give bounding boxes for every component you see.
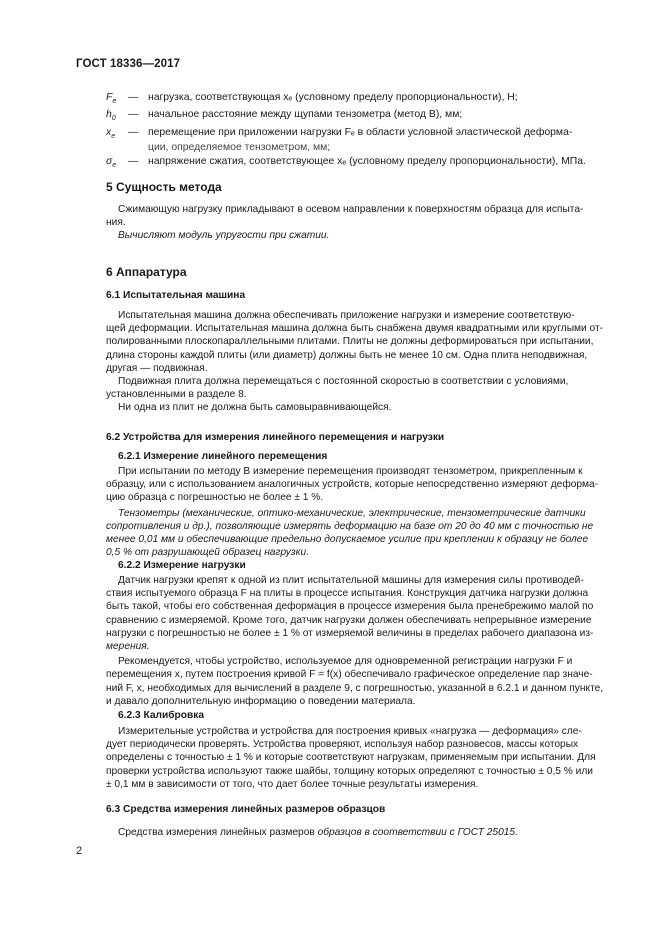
definition-symbol: $h_0$ [106, 109, 116, 123]
subsection-6-1-body: Испытательная машина должна обеспечивать приложение нагрузки и измерение соответствую- щей деформации. Испытательная машина должна быть снабжена двумя квадратными или круглыми от- полированными плоскопараллельными плитами. Плиты не должны деформироваться при испытании, длина стороны каждой плиты (или диаметр) должны быть не менее 10 см. Одна плита неподвижная, другая — подвижная. Подвижная плита должна перемещаться с постоянной скоростью в соответствии с условиями, установленными в разделе 8. Ни одна из плит не должна быть самовыравнивающейся. [106, 310, 604, 414]
definition-row: $\sigma_e$ — напряжение сжатия, соответствующее xₑ (условному пределу пропорциональности), МПа. [106, 155, 618, 172]
symbol-definitions [106, 91, 618, 172]
page-number: 2 [76, 845, 83, 857]
definition-text: перемещение при приложении нагрузки Fₑ в области условной эластической деформа- [148, 126, 573, 138]
subsection-6-2-2-title: 6.2.2 Измерение нагрузки [118, 560, 246, 571]
definition-row: $F_e$ — нагрузка, соответствующая xₑ (условному пределу пропорциональности), Н; [106, 91, 618, 108]
definition-row: $h_0$ — начальное расстояние между щупами тензометра (метод В), мм; [106, 108, 618, 125]
subsection-6-2-3-title: 6.2.3 Калибровка [118, 710, 204, 721]
section-6-title: 6 Аппаратура [106, 265, 187, 279]
subsection-6-2-1-body: При испытании по методу В измерение перемещения производят тензометром, прикрепленным к образцу, или с использованием аналогичных устройств, которые непосредственно измеряют деформа- цию образца с погрешностью не более ± 1 %. Тензометры (механические, оптико-механические, электрические, тензометрические датчики сопротивления и др.), позволяющие измерять деформацию на базе от 20 до 40 мм с точностью не менее 0,01 мм и обеспечивающие предельно допускаемое усилие при креплении к образцу не более 0,5 % от разрушающей образец нагрузки. [106, 466, 599, 559]
subsection-6-2-3-body: Измерительные устройства и устройства для построения кривых «нагрузка — деформация» сле- дует периодически проверять. Устройства проверяют, используя набор разновесов, массы которых определены с точностью ± 1 % и которые соответствуют нагрузкам, применяемым при испытании. Для проверки устройства используют также шайбы, толщину которых определяют с точностью ± 0,5 % или ± 0,1 мм в зависимости от того, что дает более точные результаты измерения. [106, 726, 596, 790]
section-5-title: 5 Сущность метода [106, 180, 222, 194]
definition-continuation: ции, определяемое тензометром, мм; [148, 142, 331, 154]
definition-symbol: $F_e$ [106, 92, 117, 106]
section-5-body: Сжимающую нагрузку прикладывают в осевом направлении к поверхностям образца для испыта- ния. Вычисляют модуль упругости при сжатии. [106, 203, 612, 243]
definition-symbol: $x_e$ [106, 126, 116, 141]
subsection-6-2-title: 6.2 Устройства для измерения линейного перемещения и нагрузки [106, 432, 445, 443]
subsection-6-2-2-body: Датчик нагрузки крепят к одной из плит испытательной машины для измерения силы противодей- ствия испытуемого образца F на плиты в процессе испытания. Конструкция датчика нагрузки должна быть такой, чтобы его собственная деформация в процессе измерения была пренебрежимо малой по сравнению с измеряемой. Кроме того, датчик нагрузки должен обеспечивать непрерывное измерение нагрузки с погрешностью не более ± 1 % от измеряемой величины в пределах рабочего диапазона из- мерения. Рекомендуется, чтобы устройство, используемое для одновременной регистрации нагрузки F и перемещения x, путем построения кривой F = f(x) обеспечивало графическое определение пар значе- ний F, x, необходимых для вычислений в разделе 9, с погрешностью, указанной в 6.2.1 и данном пункте, и давало дополнительную информацию о поведении материала. [106, 575, 604, 707]
paragraph: Сжимающую нагрузку прикладывают в осевом направлении к поверхностям образца для испыта- [118, 204, 584, 215]
paragraph: Вычисляют модуль упругости при сжатии. [118, 230, 330, 242]
definition-text: напряжение сжатия, соответствующее xₑ (условному пределу пропорциональности), МПа. [148, 155, 586, 167]
definition-row: $x_e$ — перемещение при приложении нагрузки Fₑ в области условной эластической деформа- [106, 126, 618, 143]
definition-symbol: $\sigma_e$ [106, 155, 117, 169]
definition-text: начальное расстояние между щупами тензометра (метод В), мм; [148, 109, 463, 121]
definition-text: нагрузка, соответствующая xₑ (условному пределу пропорциональности), Н; [148, 92, 518, 103]
subsection-6-2-1-title: 6.2.1 Измерение линейного перемещения [118, 451, 328, 462]
document-header: ГОСТ 18336—2017 [76, 58, 181, 70]
subsection-6-1-title: 6.1 Испытательная машина [106, 290, 246, 301]
subsection-6-3-title: 6.3 Средства измерения линейных размеров образцов [106, 804, 386, 815]
subsection-6-3-body: Средства измерения линейных размеров образцов в соответствии с ГОСТ 25015. [118, 827, 518, 838]
